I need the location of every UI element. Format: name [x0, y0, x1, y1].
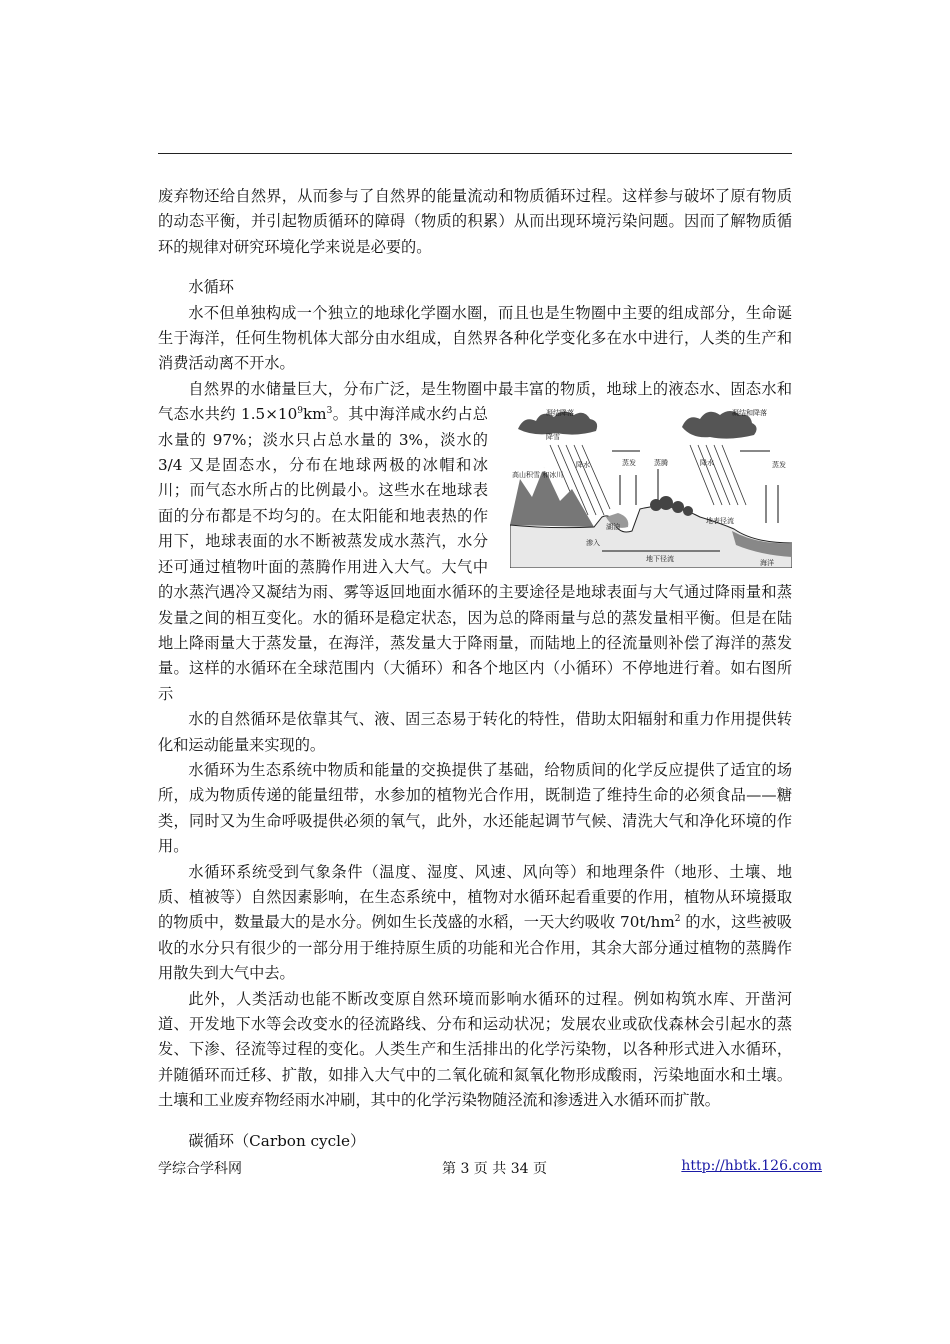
water-paragraph-4: 水循环为生态系统中物质和能量的交换提供了基础，给物质间的化学反应提供了适宜的场所，成为物质传递的能量纽带，水参加的植物光合作用，既制造了维持生命的必须食品——糖类，同时又为生命呼吸提供必须的氧气，此外，水还能起调节气候、清洗大气和净化环境的作用。 [158, 760, 792, 856]
footer-site-name: 学综合学科网 [158, 1161, 242, 1177]
figure-label: 蒸发 [622, 459, 636, 468]
figure-label: 渗入 [586, 539, 600, 548]
section-heading-carbon-cycle: 碳循环（Carbon cycle） [188, 1131, 366, 1150]
figure-label: 海洋 [760, 559, 774, 568]
rain-right [690, 445, 746, 505]
figure-label: 地下径流 [646, 555, 674, 564]
figure-label: 凝结降落 [546, 409, 574, 418]
footer-page-number: 第 3 页 共 34 页 [442, 1161, 547, 1177]
figure-label: 降水 [576, 461, 590, 470]
water-paragraph-5: 水循环系统受到气象条件（温度、湿度、风速、风向等）和地理条件（地形、土壤、地质、植被等）自然因素影响，在生态系统中，植物对水循环起看重要的作用，植物从环境摄取的物质中，数量最大的是水分。例如生长茂盛的水稻，一天大约吸收 $70t/hm^2$ 的水，这些被吸收的水分只有很少的一部分用于维持原生质的功能和光合作用，其余大部分通过植物的蒸腾作用散失到大气中去。 [158, 862, 792, 983]
water-paragraph-6: 此外，人类活动也能不断改变原自然环境而影响水循环的过程。例如构筑水库、开凿河道、开发地下水等会改变水的径流路线、分布和运动状况；发展农业或砍伐森林会引起水的蒸发、下渗、径流等过程的变化。人类生产和生活排出的化学污染物，以各种形式进入水循环，并随循环而迁移、扩散，如排入大气中的二氧化硫和氮氧化物形成酸雨，污染地面水和土壤。土壤和工业废弃物经雨水冲刷，其中的化学污染物随泾流和渗透进入水循环而扩散。 [158, 989, 792, 1110]
intro-paragraph: 废弃物还给自然界，从而参与了自然界的能量流动和物质循环过程。这样参与破坏了原有物质的动态平衡，并引起物质循环的障碍（物质的积累）从而出现环境污染问题。因而了解物质循环的规律对研究环境化学来说是必要的。 [158, 187, 792, 256]
body-text [158, 184, 792, 1154]
water-paragraph-2-rest: 凝结降落 凝结和降落 降雪 降水 降水 蒸发 蒸发 蒸腾 高山积雪 和冰川 湖泊 地表径流 渗入 地下径流 海洋 。其中海洋咸水约占总水量的 97%；淡水只占总水量的 3%，淡水的 3/4 又是固态水，分布在地球两极的冰帽和冰川；而气态水所占的比例最小。这些水在地球表面的分布都是不均匀的。在太阳能和地表热的作用下，地球表面的水不断被蒸发成水蒸汽，水分还可通过植物叶面的蒸腾作用进入大气。大气中的水蒸汽遇冷又凝结为雨、雾等返回地面水循环的主要途径是地球表面与大气通过降雨量和蒸发量之间的相互变化。水的循环是稳定状态，因为总的降雨量与总的蒸发量相平衡。但是在陆地上降雨量大于蒸发量，在海洋，蒸发量大于降雨量，而陆地上的径流量则补偿了海洋的蒸发量。这样的水循环在全球范围内（大循环）和各个地区内（小循环）不停地进行着。如右图所示 [158, 405, 792, 703]
water-cycle-figure [510, 405, 792, 568]
footer-link[interactable]: http://hbtk.126.com [681, 1158, 822, 1174]
water-paragraph-1: 水不但单独构成一个独立的地球化学圈水圈，而且也是生物圈中主要的组成部分，生命诞生于海洋，任何生物机体大部分由水组成，自然界各种化学变化多在水中进行，人类的生产和消费活动离不开水。 [158, 303, 792, 373]
figure-label: 降水 [700, 459, 714, 468]
figure-label: 降雪 [546, 433, 560, 442]
water-paragraph-3: 水的自然循环是依靠其气、液、固三态易于转化的特性，借助太阳辐射和重力作用提供转化和运动能量来实现的。 [158, 710, 792, 754]
evap-arrows [612, 451, 778, 526]
figure-label: 地表径流 [706, 517, 734, 526]
page-footer [158, 1158, 822, 1180]
water-paragraph-block-with-figure [158, 377, 792, 758]
section-heading-water-cycle: 水循环 [188, 278, 234, 297]
figure-label: 湖泊 [606, 523, 620, 532]
figure-label: 蒸腾 [654, 459, 668, 468]
figure-label: 凝结和降落 [732, 409, 767, 418]
figure-label: 高山积雪 和冰川 [512, 471, 564, 480]
water-paragraph-2: 自然界的水储量巨大，分布广泛，是生物圈中最丰富的物质，地球上的液态水、固态水和气态水共约 $1.5\times 10^9km^3$ 凝结降落 凝结和降落 降雪 降水 降水 蒸发 蒸发 蒸腾 高山积雪 和冰川 湖泊 地表径流 渗入 地下径流 海洋 。其中海洋咸水约占总水量的 97%；淡水只占总水量的 3%，淡水的 3/4 又是固态水，分布在地球两极的冰帽和冰川；而气态水所占的比例最小。这些水在地球表面的分布都是不均匀的。在太阳能和地表热的作用下，地球表面的水不断被蒸发成水蒸汽，水分还可通过植物叶面的蒸腾作用进入大气。大气中的水蒸汽遇冷又凝结为雨、雾等返回地面水循环的主要途径是地球表面与大气通过降雨量和蒸发量之间的相互变化。水的循环是稳定状态，因为总的降雨量与总的蒸发量相平衡。但是在陆地上降雨量大于蒸发量，在海洋，蒸发量大于降雨量，而陆地上的径流量则补偿了海洋的蒸发量。这样的水循环在全球范围内（大循环）和各个地区内（小循环）不停地进行着。如右图所示 [158, 379, 792, 703]
header-rule [158, 153, 792, 154]
figure-label: 蒸发 [772, 461, 786, 470]
